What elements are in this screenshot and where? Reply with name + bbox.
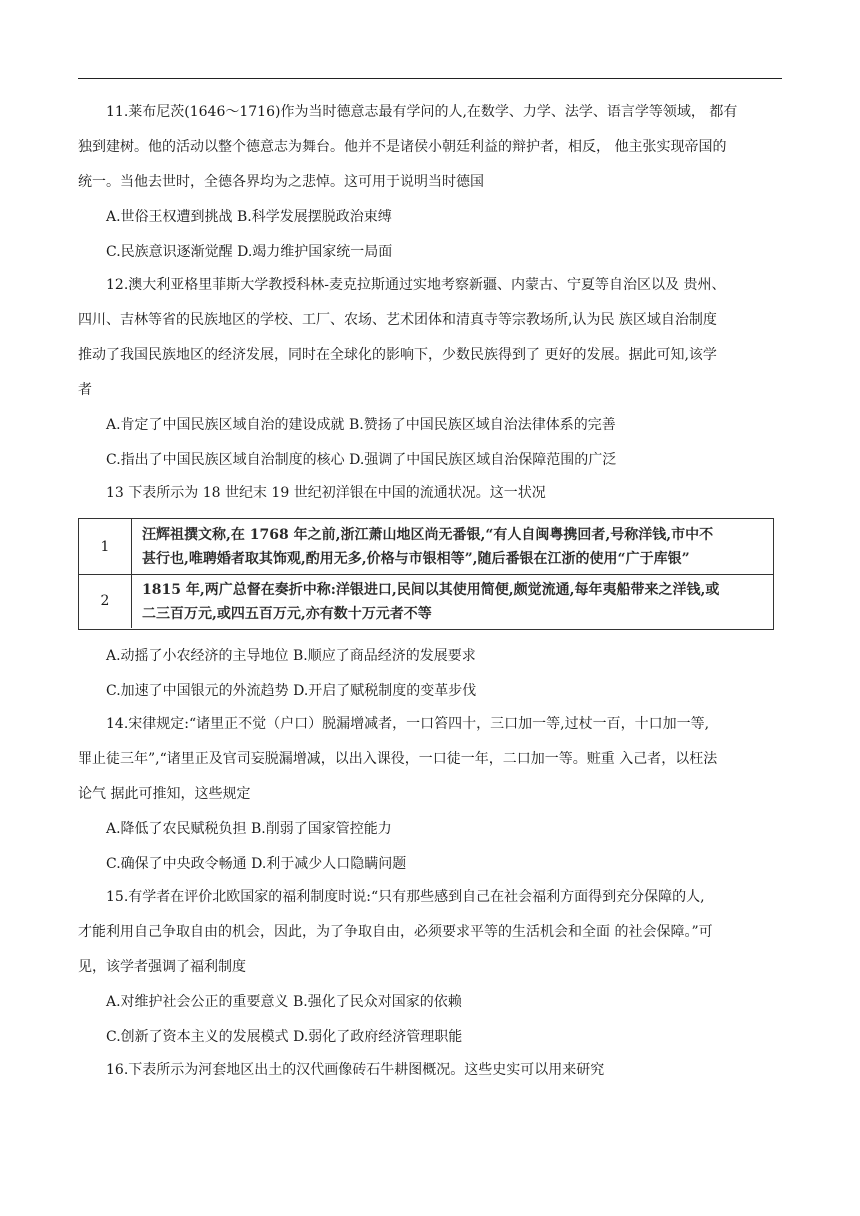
table-cell-text: 1815 年,两广总督在奏折中称:洋银进口,民间以其使用简便,颇觉流通,每年夷船带来之洋钱,或 <box>142 582 720 598</box>
question-text: 四川、吉林等省的民族地区的学校、工厂、农场、艺术团体和清真寺等宗教场所,认为民 族区域自治制度 <box>78 312 717 328</box>
option-line: C.指出了中国民族区域自治制度的核心 D.强调了中国民族区域自治保障范围的广泛 <box>106 452 617 468</box>
question-text: 独到建树。他的活动以整个德意志为舞台。他并不是诸侯小朝廷利益的辩护者，相反， 他主张实现帝国的 <box>78 139 727 155</box>
table-row <box>79 519 773 575</box>
option-line: C.创新了资本主义的发展模式 D.弱化了政府经济管理职能 <box>106 1029 463 1045</box>
option-line: C.加速了中国银元的外流趋势 D.开启了赋税制度的变革步伐 <box>106 683 477 699</box>
question-12 <box>78 277 782 469</box>
question-text: 14.宋律规定:“诸里正不觉（户口）脱漏增减者，一口笞四十，三口加一等,过杖一百，十口加一等, <box>106 716 710 732</box>
question-16 <box>78 1062 782 1079</box>
question-text: 15.有学者在评价北欧国家的福利制度时说:“只有那些感到自己在社会福利方面得到充分保障的人, <box>106 889 705 905</box>
question-11 <box>78 104 782 261</box>
question-13 <box>78 485 782 700</box>
question-text: 罪止徒三年”,“诸里正及官司妄脱漏增减，以出入课役，一口徒一年，二口加一等。赃重 入己者，以枉法 <box>78 751 718 767</box>
exam-page <box>78 104 782 1079</box>
option-line: A.动摇了小农经济的主导地位 B.顺应了商品经济的发展要求 <box>106 648 476 664</box>
row-number: 2 <box>79 574 132 628</box>
question-text: 论气 据此可推知，这些规定 <box>78 786 251 802</box>
question-text: 统一。当他去世时，全德各界均为之悲悼。这可用于说明当时德国 <box>78 174 484 190</box>
option-line: A.降低了农民赋税负担 B.削弱了国家管控能力 <box>106 821 392 837</box>
table-row <box>79 574 773 628</box>
table-cell-text: 甚行也,唯聘婚者取其饰观,酌用无多,价格与市银相等”,随后番银在江浙的使用“广于库银” <box>142 551 690 567</box>
question-text: 11.莱布尼茨(1646～1716)作为当时德意志最有学问的人,在数学、力学、法学、语言学等领域， 都有 <box>106 104 738 120</box>
question-text: 13 下表所示为 18 世纪末 19 世纪初洋银在中国的流通状况。这一状况 <box>106 485 546 501</box>
row-number: 1 <box>79 519 132 574</box>
question-text: 16.下表所示为河套地区出土的汉代画像砖石牛耕图概况。这些史实可以用来研究 <box>106 1062 605 1078</box>
option-line: A.世俗王权遭到挑战 B.科学发展摆脱政治束缚 <box>106 209 392 225</box>
row-content <box>132 519 773 574</box>
option-line: A.肯定了中国民族区域自治的建设成就 B.赞扬了中国民族区域自治法律体系的完善 <box>106 417 616 433</box>
data-table <box>78 518 774 630</box>
question-text: 见，该学者强调了福利制度 <box>78 959 246 975</box>
header-rule <box>78 78 782 79</box>
question-15 <box>78 889 782 1046</box>
table-cell-text: 汪辉祖撰文称,在 1768 年之前,浙江萧山地区尚无番银,“有人自闽粤携回者,号称洋钱,市中不 <box>142 527 714 543</box>
question-14 <box>78 716 782 873</box>
question-text: 12.澳大利亚格里菲斯大学教授科林-麦克拉斯通过实地考察新疆、内蒙古、宁夏等自治区以及 贵州、 <box>106 277 726 293</box>
option-line: C.确保了中央政令畅通 D.利于减少人口隐瞒问题 <box>106 856 407 872</box>
table-cell-text: 二三百万元,或四五百万元,亦有数十万元者不等 <box>142 606 432 622</box>
question-text: 者 <box>78 382 92 398</box>
question-text: 才能利用自己争取自由的机会，因此，为了争取自由，必须要求平等的生活机会和全面 的社会保障。”可 <box>78 924 713 940</box>
option-line: C.民族意识逐渐觉醒 D.竭力维护国家统一局面 <box>106 244 393 260</box>
question-text: 推动了我国民族地区的经济发展，同时在全球化的影响下，少数民族得到了 更好的发展。据此可知,该学 <box>78 347 717 363</box>
row-content <box>132 574 773 628</box>
option-line: A.对维护社会公正的重要意义 B.强化了民众对国家的依赖 <box>106 994 462 1010</box>
